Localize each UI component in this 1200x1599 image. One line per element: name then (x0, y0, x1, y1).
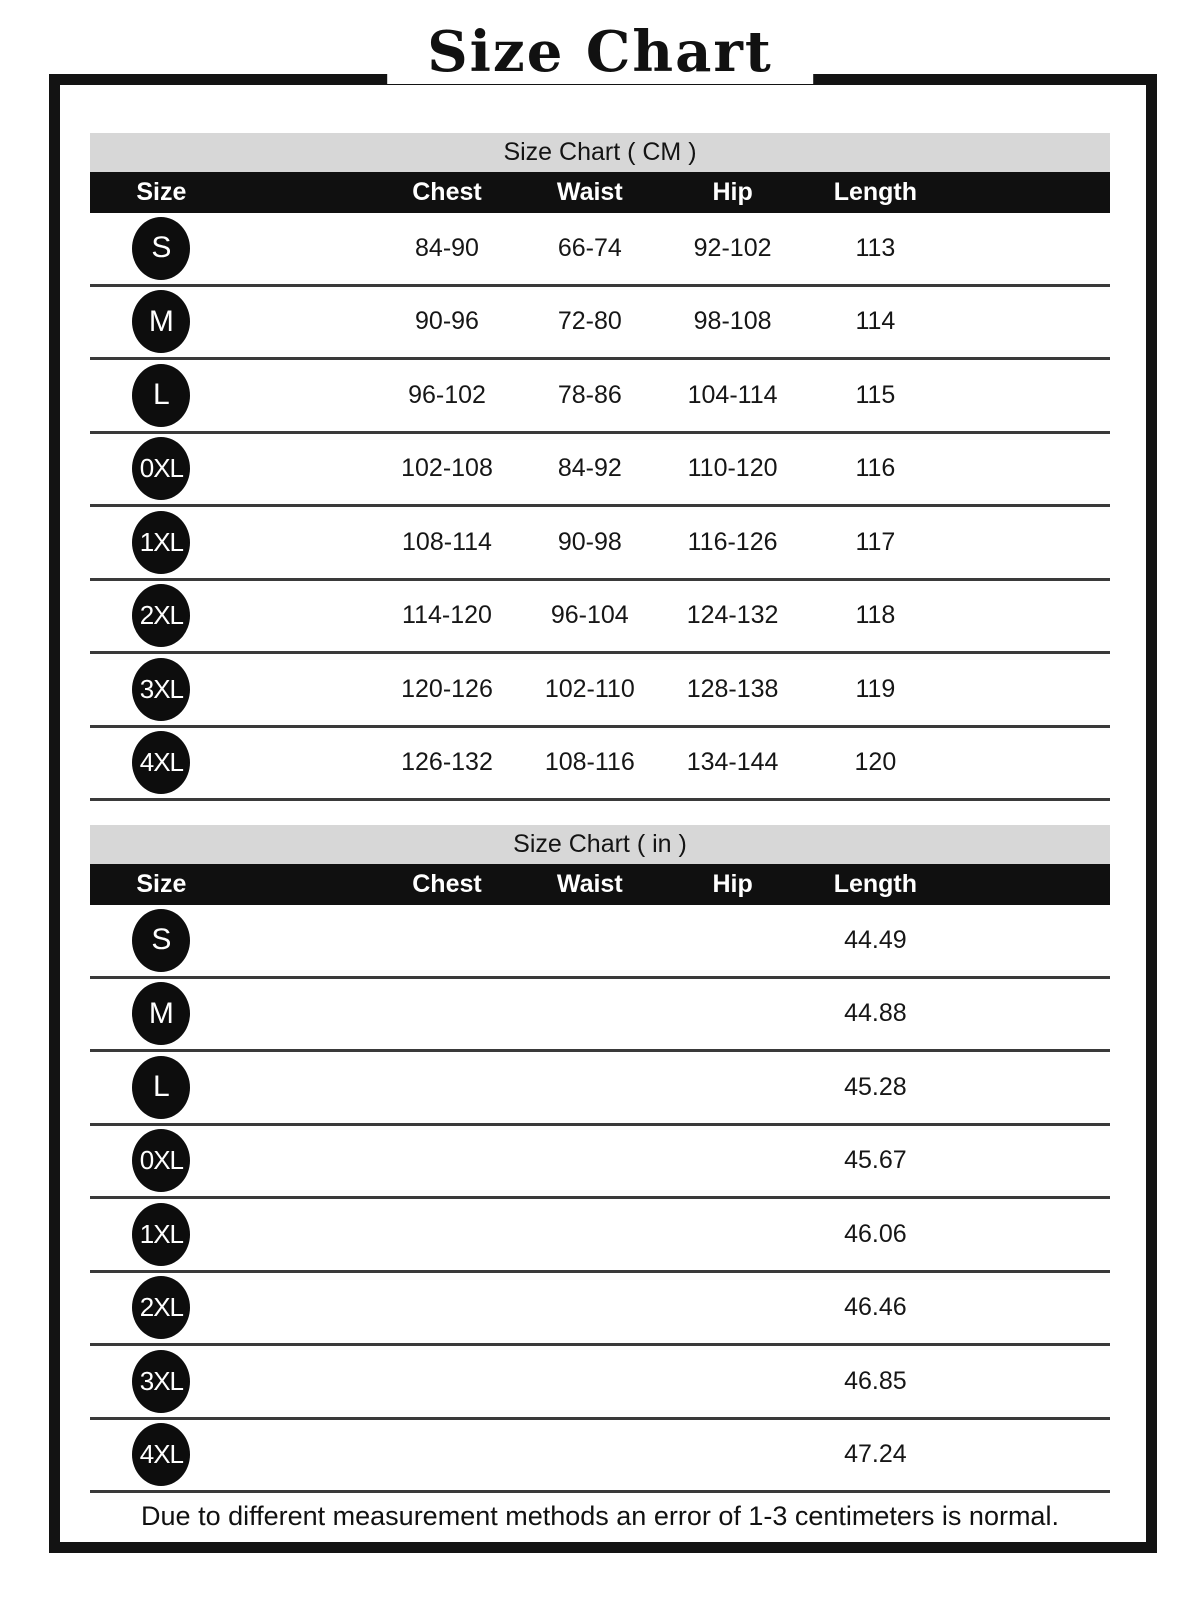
size-badge: 1XL (132, 511, 190, 574)
column-header-chest: Chest (412, 870, 482, 898)
size-badge: S (132, 909, 190, 972)
table-row (90, 1346, 1110, 1420)
waist-value: 84-92 (557, 454, 622, 483)
table-row (90, 1126, 1110, 1200)
length-value: 45.28 (844, 1072, 907, 1101)
size-cell (90, 1056, 233, 1119)
waist-value: 96-104 (550, 601, 629, 630)
chest-value: 126-132 (401, 748, 493, 777)
waist-value: 108-116 (544, 748, 635, 777)
size-cell (90, 909, 233, 972)
size-table-cm (90, 133, 1110, 801)
chest-value: 102-108 (401, 454, 493, 483)
hip-value: 124-132 (686, 601, 779, 630)
length-value: 113 (855, 233, 896, 262)
table-title-in: Size Chart ( in ) (90, 825, 1110, 864)
hip-value: 110-120 (687, 454, 778, 483)
page-title: Size Chart (427, 19, 773, 85)
table-row (90, 979, 1110, 1053)
length-value: 114 (855, 307, 896, 336)
length-value: 116 (855, 454, 896, 483)
table-row (90, 1199, 1110, 1273)
size-cell (90, 1423, 233, 1486)
size-cell (90, 1203, 233, 1266)
length-value: 115 (855, 380, 896, 409)
length-value: 44.49 (844, 925, 907, 954)
size-badge: L (132, 1056, 190, 1119)
size-badge: L (132, 364, 190, 427)
table-row (90, 1052, 1110, 1126)
column-header-length: Length (833, 870, 918, 898)
column-header-size: Size (136, 870, 187, 898)
length-value: 44.88 (844, 999, 907, 1028)
size-badge: 0XL (132, 437, 190, 500)
length-value: 46.46 (844, 1293, 907, 1322)
table-row (90, 728, 1110, 802)
footer-note: Due to different measurement methods an error of 1-3 centimeters is normal. (141, 1501, 1059, 1531)
size-table-in (90, 825, 1110, 1493)
size-badge: 0XL (132, 1129, 190, 1192)
table-row (90, 1273, 1110, 1347)
length-value: 45.67 (844, 1146, 907, 1175)
hip-value: 134-144 (686, 748, 779, 777)
column-header-waist: Waist (556, 870, 623, 898)
hip-value: 116-126 (687, 527, 778, 556)
table-row (90, 507, 1110, 581)
table-title-cm: Size Chart ( CM ) (90, 133, 1110, 172)
table-row (90, 213, 1110, 287)
table-row (90, 434, 1110, 508)
column-header-size: Size (136, 178, 187, 206)
column-header-waist: Waist (556, 178, 623, 206)
table-row (90, 654, 1110, 728)
length-value: 47.24 (844, 1440, 907, 1469)
size-cell (90, 217, 233, 280)
size-cell (90, 364, 233, 427)
table-body (90, 213, 1110, 801)
size-cell (90, 437, 233, 500)
chest-value: 120-126 (401, 674, 493, 703)
size-cell (90, 1129, 233, 1192)
table-header-row (90, 172, 1110, 213)
size-badge: 3XL (132, 1350, 190, 1413)
table-row (90, 360, 1110, 434)
hip-value: 104-114 (687, 380, 778, 409)
size-cell (90, 1350, 233, 1413)
table-body (90, 905, 1110, 1493)
size-cell (90, 584, 233, 647)
waist-value: 102-110 (544, 674, 635, 703)
chest-value: 108-114 (402, 527, 492, 556)
size-badge: S (132, 217, 190, 280)
size-badge: 4XL (132, 1423, 190, 1486)
size-cell (90, 982, 233, 1045)
table-header-row (90, 864, 1110, 905)
column-header-length: Length (833, 178, 918, 206)
hip-value: 98-108 (693, 307, 772, 336)
size-badge: 1XL (132, 1203, 190, 1266)
chest-value: 96-102 (408, 380, 486, 409)
page-title-wrap (387, 19, 813, 85)
waist-value: 66-74 (557, 233, 622, 262)
length-value: 46.06 (844, 1219, 907, 1248)
chest-value: 114-120 (402, 601, 492, 630)
size-badge: 4XL (132, 731, 190, 794)
waist-value: 90-98 (557, 527, 622, 556)
size-badge: M (132, 982, 190, 1045)
size-badge: 2XL (132, 584, 190, 647)
column-header-hip: Hip (712, 178, 753, 206)
waist-value: 78-86 (557, 380, 622, 409)
length-value: 118 (855, 601, 896, 630)
hip-value: 92-102 (693, 233, 772, 262)
length-value: 119 (855, 674, 896, 703)
table-row (90, 287, 1110, 361)
hip-value: 128-138 (686, 674, 779, 703)
size-cell (90, 1276, 233, 1339)
size-badge: 3XL (132, 658, 190, 721)
size-cell (90, 511, 233, 574)
chest-value: 84-90 (415, 233, 479, 262)
length-value: 46.85 (844, 1366, 907, 1395)
size-cell (90, 290, 233, 353)
table-row (90, 1420, 1110, 1494)
waist-value: 72-80 (557, 307, 622, 336)
length-value: 117 (855, 527, 896, 556)
size-badge: 2XL (132, 1276, 190, 1339)
size-cell (90, 731, 233, 794)
column-header-hip: Hip (712, 870, 753, 898)
column-header-chest: Chest (412, 178, 482, 206)
length-value: 120 (854, 748, 897, 777)
chest-value: 90-96 (415, 307, 479, 336)
size-cell (90, 658, 233, 721)
table-row (90, 581, 1110, 655)
size-badge: M (132, 290, 190, 353)
table-row (90, 905, 1110, 979)
